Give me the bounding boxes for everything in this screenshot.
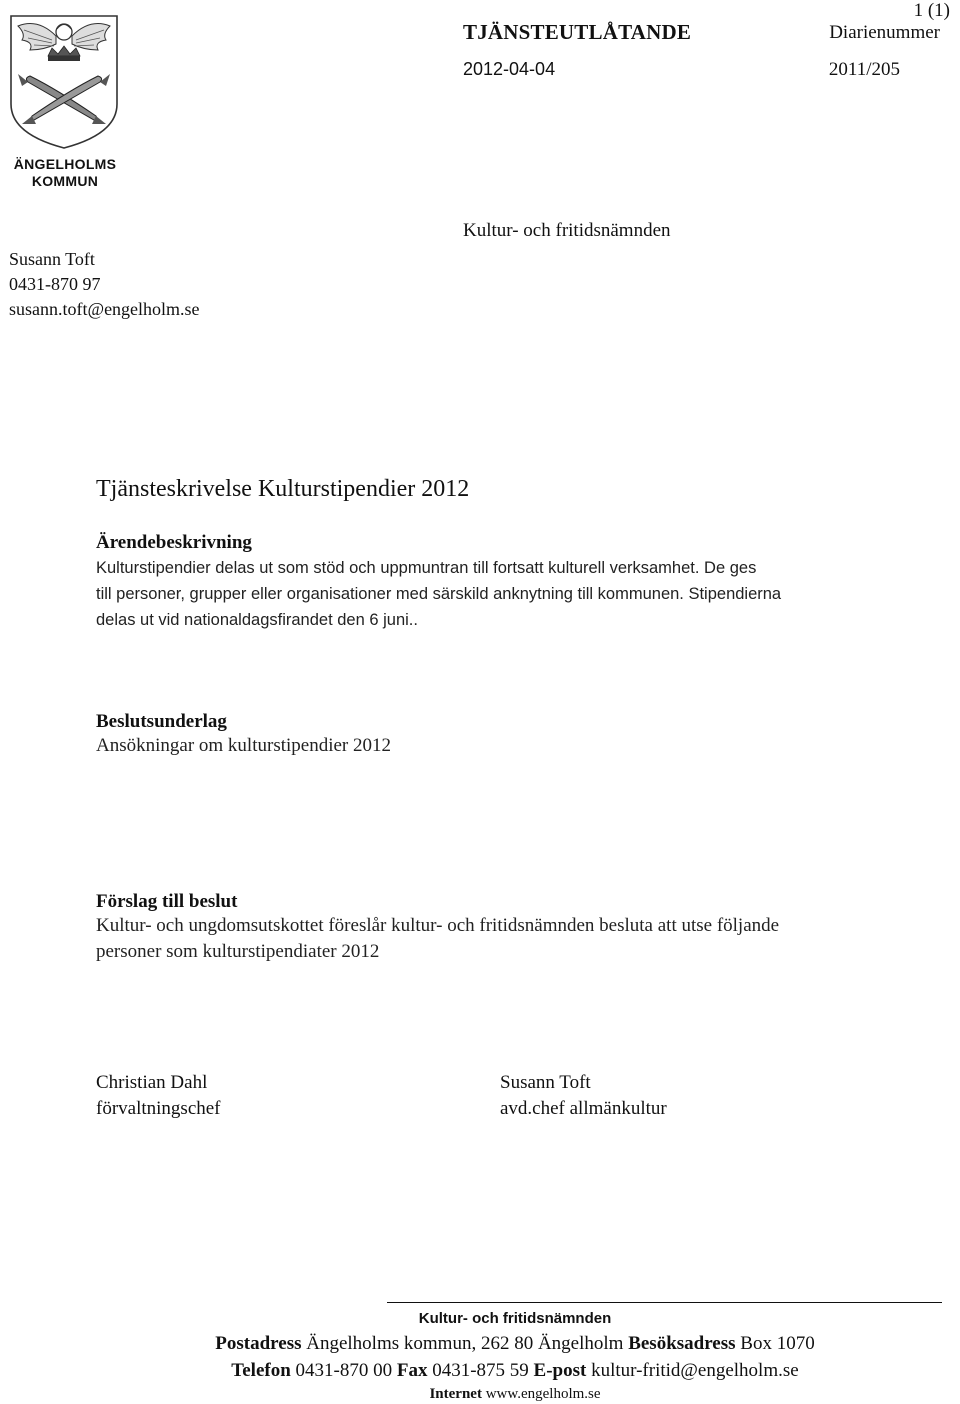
footer-internet-line bbox=[100, 1384, 930, 1404]
diarie-number: 2011/205 bbox=[828, 59, 900, 80]
signature-name: Susann Toft bbox=[500, 1072, 591, 1093]
internet-label: Internet bbox=[429, 1386, 482, 1402]
contact-block bbox=[9, 247, 200, 322]
epost-value: kultur-fritid@engelholm.se bbox=[591, 1360, 799, 1381]
document-date: 2012-04-04 bbox=[463, 59, 556, 79]
signature-block bbox=[500, 1070, 667, 1122]
footer-org: Kultur- och fritidsnämnden bbox=[418, 1310, 612, 1327]
coat-of-arms-logo bbox=[8, 12, 120, 152]
arende-line: Kulturstipendier delas ut som stöd och uppmuntran till fortsatt kulturell verksamhet. De ges bbox=[96, 559, 757, 577]
document-title: Tjänsteskrivelse Kulturstipendier 2012 bbox=[96, 476, 470, 502]
arende-line: till personer, grupper eller organisationer med särskild anknytning till kommunen. Stipendierna bbox=[96, 585, 782, 603]
arende-text bbox=[96, 555, 936, 633]
signature-block bbox=[96, 1070, 221, 1122]
footer-divider bbox=[387, 1302, 942, 1303]
forslag-text bbox=[96, 913, 936, 965]
beslutsunderlag-heading: Beslutsunderlag bbox=[96, 711, 227, 732]
signature-name: Christian Dahl bbox=[96, 1072, 208, 1093]
recipient: Kultur- och fritidsnämnden bbox=[463, 220, 671, 241]
contact-email: susann.toft@engelholm.se bbox=[9, 299, 200, 319]
fax-value: 0431-875 59 bbox=[432, 1360, 529, 1381]
diarie-label: Diarienummer bbox=[829, 22, 940, 43]
signature-title: förvaltningschef bbox=[96, 1098, 221, 1119]
logo-line-1: ÄNGELHOLMS bbox=[13, 156, 117, 172]
besoksadress-value: Box 1070 bbox=[740, 1333, 815, 1354]
beslutsunderlag-section bbox=[96, 711, 936, 759]
footer-address-line bbox=[100, 1330, 930, 1357]
signature-title: avd.chef allmänkultur bbox=[500, 1098, 667, 1119]
besoksadress-label: Besöksadress bbox=[628, 1333, 736, 1354]
forslag-section bbox=[96, 891, 936, 965]
epost-label: E-post bbox=[533, 1360, 587, 1381]
arende-heading: Ärendebeskrivning bbox=[96, 532, 252, 553]
arende-section bbox=[96, 532, 936, 633]
document-type: TJÄNSTEUTLÅTANDE bbox=[463, 20, 692, 44]
municipality-logo-text bbox=[10, 156, 120, 190]
telefon-label: Telefon bbox=[231, 1360, 291, 1381]
contact-phone: 0431-870 97 bbox=[9, 274, 101, 294]
beslutsunderlag-text: Ansökningar om kulturstipendier 2012 bbox=[96, 735, 391, 756]
page-number: 1 (1) bbox=[913, 0, 950, 21]
footer bbox=[100, 1308, 930, 1404]
footer-contact-line bbox=[100, 1357, 930, 1384]
internet-value: www.engelholm.se bbox=[485, 1386, 601, 1402]
arende-line: delas ut vid nationaldagsfirandet den 6 juni.. bbox=[96, 611, 418, 629]
postadress-label: Postadress bbox=[215, 1333, 302, 1354]
logo-line-2: KOMMUN bbox=[31, 173, 99, 189]
forslag-heading: Förslag till beslut bbox=[96, 891, 238, 912]
telefon-value: 0431-870 00 bbox=[295, 1360, 393, 1381]
forslag-line: personer som kulturstipendiater 2012 bbox=[96, 941, 380, 962]
fax-label: Fax bbox=[396, 1360, 428, 1381]
postadress-value: Ängelholms kommun, 262 80 Ängelholm bbox=[306, 1333, 624, 1354]
forslag-line: Kultur- och ungdomsutskottet föreslår kultur- och fritidsnämnden besluta att utse följande bbox=[96, 915, 780, 936]
contact-name: Susann Toft bbox=[9, 249, 95, 269]
